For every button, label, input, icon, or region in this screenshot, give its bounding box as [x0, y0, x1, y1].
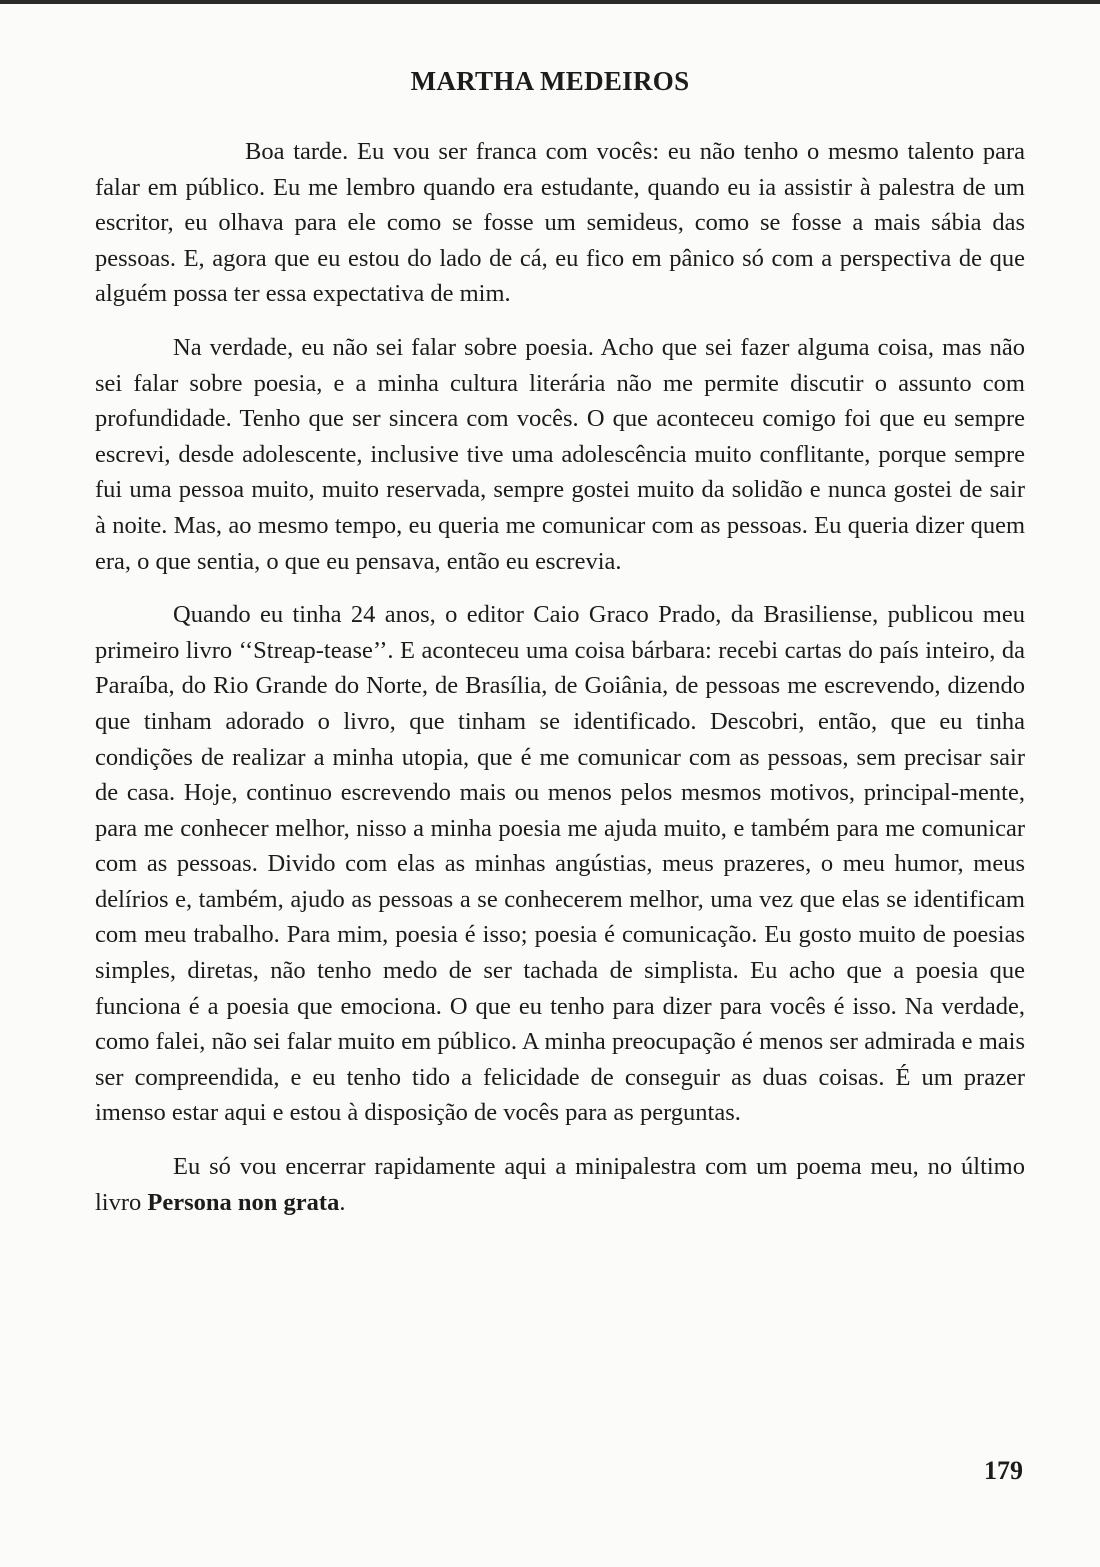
- page-title: MARTHA MEDEIROS: [410, 66, 690, 96]
- book-title: Persona non grata: [147, 1188, 340, 1216]
- paragraph: Na verdade, eu não sei falar sobre poesia. Acho que sei fazer alguma coisa, mas não sei falar sobre poesia, e a minha cultura literária não me permite discutir o assunto com profundidade. Tenho que ser sincera com vocês. O que aconteceu comigo foi que eu sempre escrevi, desde adolescente, inclusive tive uma adolescência muito conflitante, porque sempre fui uma pessoa muito, muito reservada, sempre gostei muito da solidão e nunca gostei de sair à noite. Mas, ao mesmo tempo, eu queria me comunicar com as pessoas. Eu queria dizer quem era, o que sentia, o que eu pensava, então eu escrevia.: [95, 333, 1025, 575]
- page-number: 179: [984, 1456, 1023, 1485]
- paragraph: Quando eu tinha 24 anos, o editor Caio Graco Prado, da Brasiliense, publicou meu primeiro livro ‘‘Streap-tease’’. E aconteceu uma coisa bárbara: recebi cartas do país inteiro, da Paraíba, do Rio Grande do Norte, de Brasília, de Goiânia, de pessoas me escrevendo, dizendo que tinham adorado o livro, que tinham se identificado. Descobri, então, que eu tinha condições de realizar a minha utopia, que é me comunicar com as pessoas, sem precisar sair de casa. Hoje, continuo escrevendo mais ou menos pelos mesmos motivos, principal-mente, para me conhecer melhor, nisso a minha poesia me ajuda muito, e também para me comunicar com as pessoas. Divido com elas as minhas angústias, meus prazeres, o meu humor, meus delírios e, também, ajudo as pessoas a se conhecerem melhor, uma vez que elas se identificam com meu trabalho. Para mim, poesia é isso; poesia é comunicação. Eu gosto muito de poesias simples, diretas, não tenho medo de ser tachada de simplista. Eu acho que a poesia que funciona é a poesia que emociona. O que eu tenho para dizer para vocês é isso. Na verdade, como falei, não sei falar muito em público. A minha preocupação é menos ser admirada e mais ser compreendida, e eu tenho tido a felicidade de conseguir as duas coisas. É um prazer imenso estar aqui e estou à disposição de vocês para as perguntas.: [95, 601, 1025, 1127]
- paragraph-end: .: [339, 1188, 346, 1216]
- paragraph: Boa tarde. Eu vou ser franca com vocês: eu não tenho o mesmo talento para falar em público. Eu me lembro quando era estudante, quando eu ia assistir à palestra de um escritor, eu olhava para ele como se fosse um semideus, como se fosse a mais sábia das pessoas. E, agora que eu estou do lado de cá, eu fico em pânico só com a perspectiva de que alguém possa ter essa expectativa de mim.: [95, 138, 1025, 308]
- paragraph-text: Eu só vou encerrar rapidamente aqui a minipalestra com um poema meu, no último livro: [95, 1153, 1025, 1216]
- body-text: [95, 134, 1025, 1220]
- paragraph: [95, 1149, 1025, 1220]
- top-edge-rule: [0, 0, 1100, 4]
